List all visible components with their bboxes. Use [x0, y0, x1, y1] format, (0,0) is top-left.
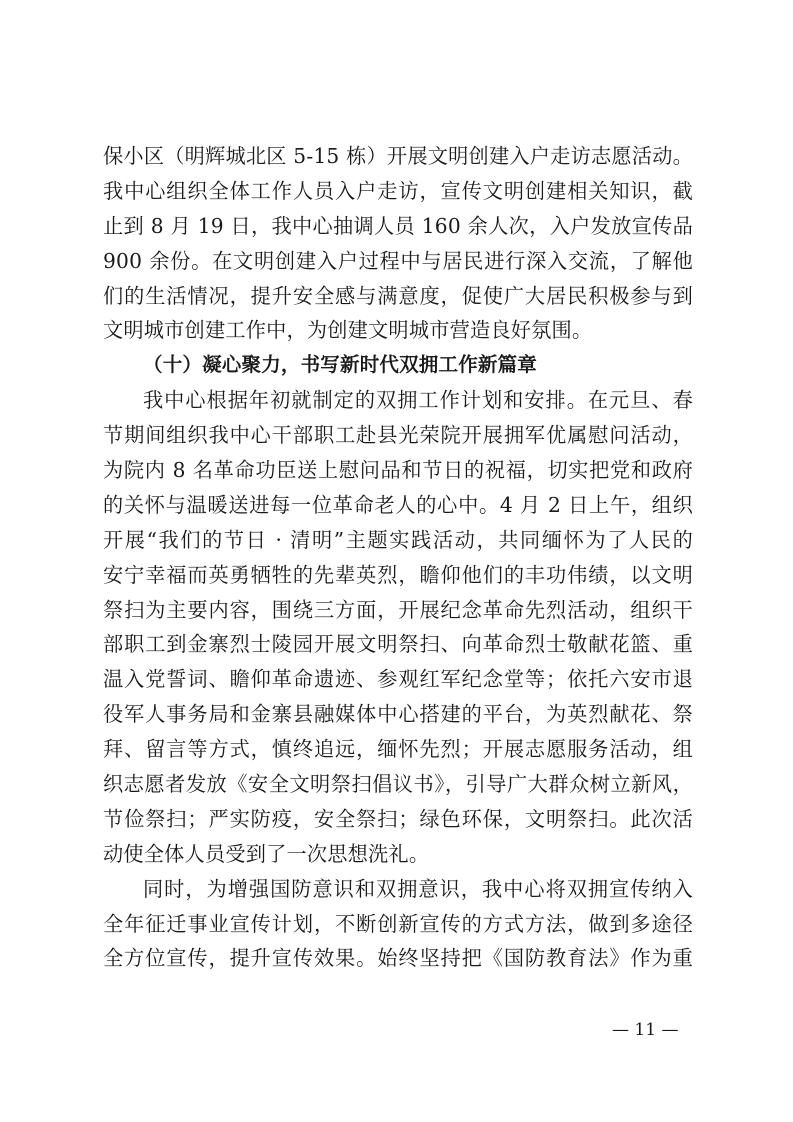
- text-line: 止到 8 月 19 日，我中心抽调人员 160 余人次，入户发放宣传品: [103, 213, 693, 238]
- text-line: 祭扫为主要内容，围绕三方面，开展纪念革命先烈活动，组织干: [103, 597, 693, 622]
- text-line: 节期间组织我中心干部职工赴县光荣院开展拥军优属慰问活动，: [103, 423, 693, 448]
- text-line: 的关怀与温暖送进每一位革命老人的心中。4 月 2 日上午，组织: [103, 492, 693, 517]
- text-line: 开展“我们的节日 · 清明”主题实践活动，共同缅怀为了人民的: [103, 527, 693, 552]
- text-line: 同时，为增强国防意识和双拥意识，我中心将双拥宣传纳入: [143, 876, 693, 901]
- text-line: 役军人事务局和金寨县融媒体中心搭建的平台，为英烈献花、祭: [103, 702, 693, 727]
- section-heading: （十）凝心聚力，书写新时代双拥工作新篇章: [143, 353, 538, 377]
- text-line: 安宁幸福而英勇牺牲的先辈英烈，瞻仰他们的丰功伟绩，以文明: [103, 562, 693, 587]
- text-line: 部职工到金寨烈士陵园开展文明祭扫、向革命烈士敬献花篮、重: [103, 632, 693, 657]
- page-number: — 11 —: [612, 1020, 679, 1040]
- text-line: 们的生活情况，提升安全感与满意度，促使广大居民积极参与到: [103, 283, 693, 308]
- text-line: 我中心根据年初就制定的双拥工作计划和安排。在元旦、春: [143, 388, 693, 413]
- body-text: [103, 139, 693, 976]
- text-line: 织志愿者发放《安全文明祭扫倡议书》，引导广大群众树立新风，: [103, 772, 693, 797]
- text-line: 全方位宣传，提升宣传效果。始终坚持把《国防教育法》作为重: [103, 946, 693, 971]
- text-line: 文明城市创建工作中，为创建文明城市营造良好氛围。: [103, 318, 593, 343]
- text-line: 温入党誓词、瞻仰革命遗迹、参观红军纪念堂等；依托六安市退: [103, 667, 693, 692]
- text-line: 全年征迁事业宣传计划，不断创新宣传的方式方法，做到多途径: [103, 911, 693, 936]
- text-line: 保小区（明辉城北区 5-15 栋）开展文明创建入户走访志愿活动。: [103, 144, 693, 168]
- text-line: 节俭祭扫；严实防疫，安全祭扫；绿色环保，文明祭扫。此次活: [103, 806, 693, 831]
- text-line: 我中心组织全体工作人员入户走访，宣传文明创建相关知识，截: [103, 178, 693, 203]
- text-line: 为院内 8 名革命功臣送上慰问品和节日的祝福，切实把党和政府: [103, 458, 693, 483]
- text-line: 动使全体人员受到了一次思想洗礼。: [103, 841, 430, 866]
- text-line: 拜、留言等方式，慎终追远，缅怀先烈；开展志愿服务活动，组: [103, 737, 693, 762]
- text-line: 900 余份。在文明创建入户过程中与居民进行深入交流，了解他: [103, 248, 693, 273]
